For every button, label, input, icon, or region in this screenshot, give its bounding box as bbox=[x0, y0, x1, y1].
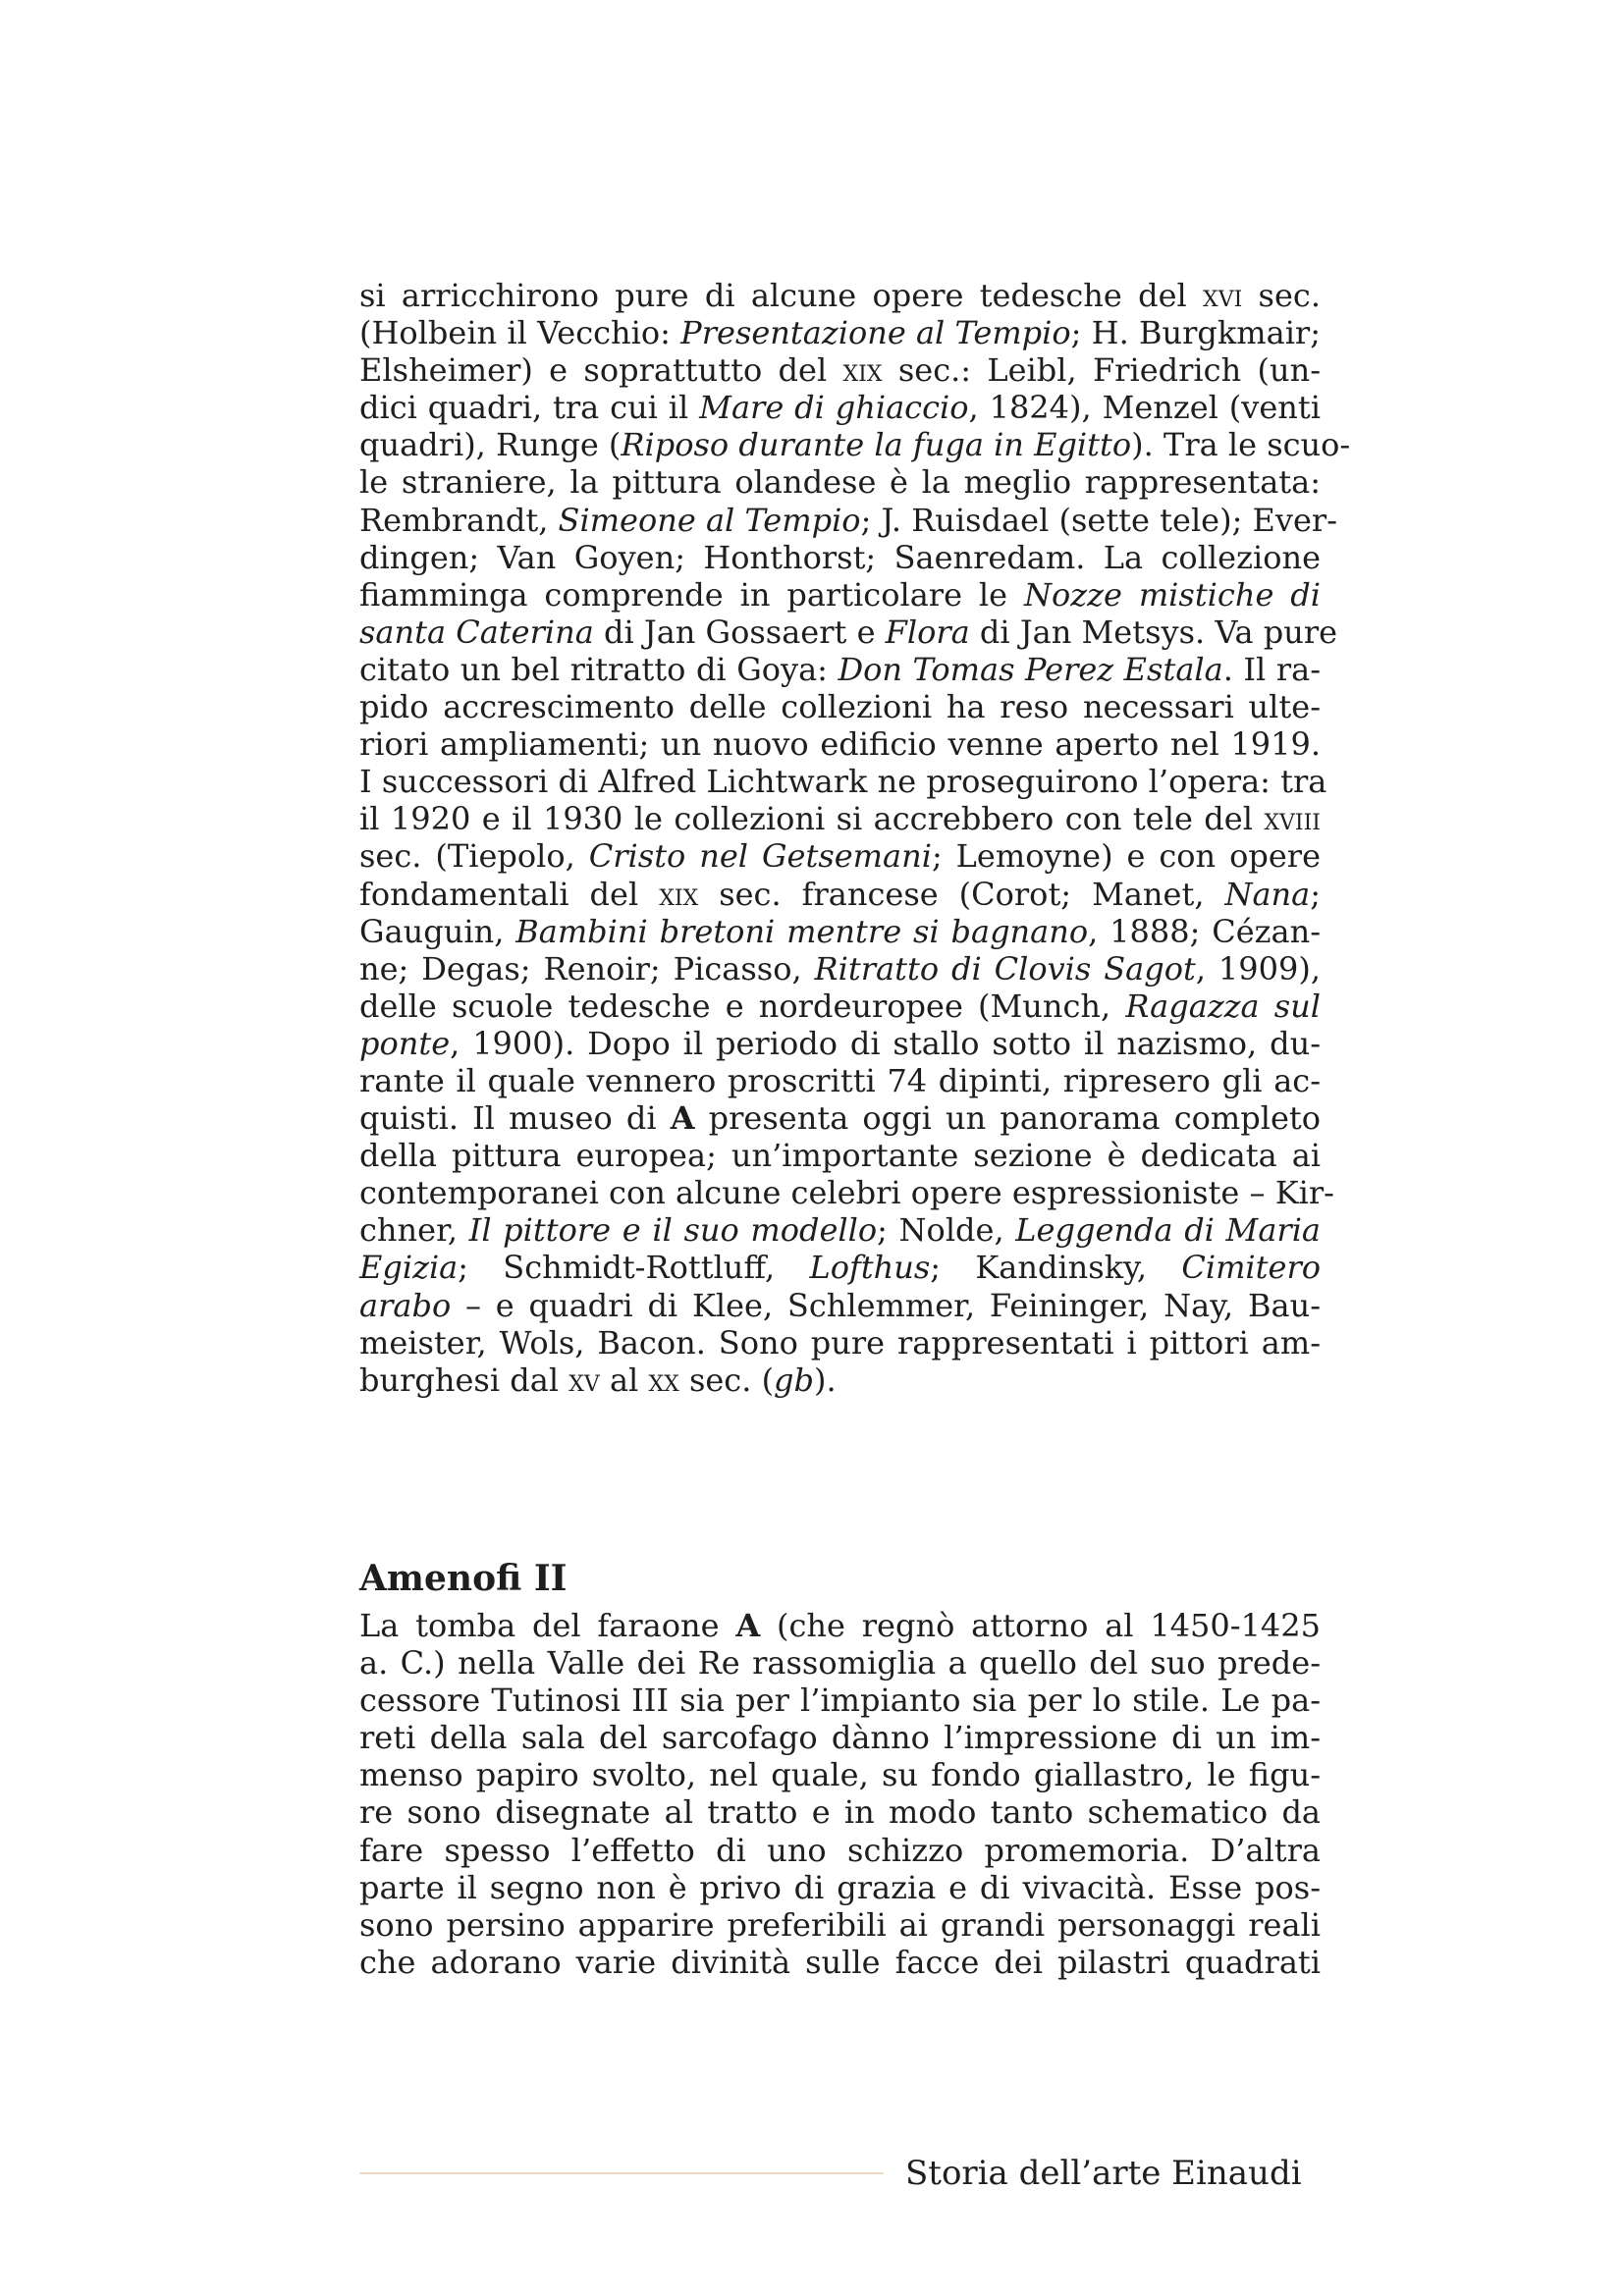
text-run: al bbox=[599, 1361, 649, 1399]
text-run: rante il quale vennero proscritti 74 dipinti, ripresero gli ac- bbox=[359, 1061, 1321, 1099]
text-run: , 1909), bbox=[1195, 949, 1322, 988]
entry-heading: Amenofi II bbox=[359, 1558, 568, 1599]
italic-run: Il pittore e il suo modello bbox=[468, 1211, 878, 1250]
text-line bbox=[359, 1099, 1321, 1137]
text-run: ne; Degas; Renoir; Picasso, bbox=[359, 949, 815, 988]
text-run: , 1900). Dopo il periodo di stallo sotto il nazismo, du- bbox=[450, 1024, 1321, 1062]
text-run: sec. francese (Corot; Manet, bbox=[698, 875, 1225, 913]
italic-run: Ritratto di Clovis Sagot bbox=[814, 949, 1196, 988]
text-line bbox=[359, 1682, 1321, 1719]
text-line bbox=[359, 1719, 1321, 1756]
text-run: sec. bbox=[1242, 277, 1322, 314]
text-line bbox=[359, 426, 1351, 464]
text-run: (Holbein il Vecchio: bbox=[359, 314, 681, 352]
italic-run: arabo bbox=[359, 1286, 452, 1324]
text-run: quadri), Runge ( bbox=[359, 426, 622, 464]
text-line bbox=[359, 1211, 1321, 1249]
italic-run: Flora bbox=[885, 613, 970, 651]
italic-run: Lofthus bbox=[809, 1249, 931, 1287]
text-run: dingen; Van Goyen; Honthorst; Saenredam. La collezione bbox=[359, 538, 1321, 576]
text-run: chner, bbox=[359, 1211, 469, 1250]
text-run: ; J. Ruisdael (sette tele); Ever- bbox=[860, 501, 1338, 539]
text-run: ; Nolde, bbox=[877, 1211, 1016, 1250]
text-line bbox=[359, 688, 1321, 725]
text-line bbox=[359, 613, 1338, 651]
italic-run: Nozze mistiche di bbox=[1024, 575, 1322, 614]
text-run: La tomba del faraone bbox=[359, 1607, 736, 1644]
text-line bbox=[359, 351, 1321, 389]
italic-run: Presentazione al Tempio bbox=[680, 314, 1071, 352]
article-continuation-text bbox=[359, 277, 1351, 1399]
text-line bbox=[359, 539, 1321, 576]
text-line bbox=[359, 988, 1321, 1025]
text-line bbox=[359, 1944, 1321, 1981]
text-run: reti della sala del sarcofago dànno l’impressione di un im- bbox=[359, 1719, 1321, 1757]
text-run: ; Kandinsky, bbox=[930, 1249, 1182, 1287]
text-line bbox=[359, 1607, 1321, 1644]
text-run: delle scuole tedesche e nordeuropee (Munch, bbox=[359, 987, 1126, 1025]
text-line bbox=[359, 576, 1321, 614]
smallcaps-run: xx bbox=[648, 1361, 679, 1399]
text-run: menso papiro svolto, nel quale, su fondo giallastro, le figu- bbox=[359, 1756, 1321, 1794]
text-run: si arricchirono pure di alcune opere tedesche del bbox=[359, 277, 1204, 314]
text-line bbox=[359, 837, 1321, 875]
italic-run: Nana bbox=[1224, 875, 1311, 913]
text-line bbox=[359, 1644, 1321, 1682]
text-line bbox=[359, 763, 1327, 801]
text-run: Gauguin, bbox=[359, 912, 516, 950]
text-run: . Il ra- bbox=[1222, 650, 1322, 688]
italic-run: ponte bbox=[359, 1024, 451, 1062]
italic-run: Mare di ghiaccio bbox=[699, 389, 969, 427]
italic-run: Don Tomas Perez Estala bbox=[838, 650, 1223, 688]
text-run: che adorano varie divinità sulle facce dei pilastri quadrati bbox=[359, 1943, 1321, 1981]
text-run: di Jan Gossaert e bbox=[593, 613, 886, 651]
italic-run: Ragazza sul bbox=[1125, 987, 1322, 1025]
text-line bbox=[359, 314, 1321, 351]
text-run: ). Tra le scuo- bbox=[1131, 426, 1351, 464]
text-run: (che regnò attorno al 1450-1425 bbox=[760, 1607, 1322, 1644]
text-line bbox=[359, 876, 1321, 913]
text-line bbox=[359, 1906, 1321, 1944]
text-run: sec. (Tiepolo, bbox=[359, 837, 589, 876]
text-run: , 1824), Menzel (venti bbox=[968, 389, 1322, 427]
text-line bbox=[359, 1793, 1321, 1831]
text-run: ; bbox=[1310, 875, 1322, 913]
text-run: sono persino apparire preferibili ai grandi personaggi reali bbox=[359, 1905, 1321, 1944]
text-line bbox=[359, 1174, 1334, 1212]
text-run: sec. ( bbox=[678, 1361, 775, 1399]
smallcaps-run: xviii bbox=[1264, 800, 1321, 838]
text-line bbox=[359, 1287, 1321, 1324]
italic-run: Cimitero bbox=[1181, 1249, 1321, 1287]
text-line bbox=[359, 389, 1321, 426]
text-run: a. C.) nella Valle dei Re rassomiglia a quello del suo prede- bbox=[359, 1644, 1321, 1682]
text-line bbox=[359, 1832, 1321, 1869]
text-run: contemporanei con alcune celebri opere espressioniste – Kir- bbox=[359, 1174, 1334, 1212]
text-run: della pittura europea; un’importante sezione è dedicata ai bbox=[359, 1137, 1321, 1175]
italic-run: Riposo durante la fuga in Egitto bbox=[621, 426, 1132, 464]
footer-rule bbox=[359, 2172, 884, 2174]
text-run: riori ampliamenti; un nuovo edificio venne aperto nel 1919. bbox=[359, 725, 1321, 764]
smallcaps-run: xv bbox=[568, 1361, 600, 1399]
text-line bbox=[359, 1756, 1321, 1793]
text-run: citato un bel ritratto di Goya: bbox=[359, 650, 839, 688]
text-line bbox=[359, 913, 1321, 950]
text-line bbox=[359, 1869, 1321, 1906]
smallcaps-run: xix bbox=[659, 875, 699, 913]
text-line bbox=[359, 651, 1321, 688]
italic-run: Leggenda di Maria bbox=[1015, 1211, 1322, 1250]
smallcaps-run: xvi bbox=[1203, 277, 1243, 314]
text-run: re sono disegnate al tratto e in modo tanto schematico da bbox=[359, 1793, 1321, 1832]
text-line bbox=[359, 1249, 1321, 1286]
bold-run: A bbox=[670, 1099, 695, 1138]
text-run: fondamentali del bbox=[359, 875, 660, 913]
text-line bbox=[359, 800, 1321, 837]
text-run: di Jan Metsys. Va pure bbox=[969, 613, 1338, 651]
text-run: parte il segno non è privo di grazia e di vivacità. Esse pos- bbox=[359, 1868, 1321, 1906]
text-run: pido accrescimento delle collezioni ha reso necessari ulte- bbox=[359, 688, 1321, 726]
text-run: Rembrandt, bbox=[359, 501, 559, 539]
text-run: fiamminga comprende in particolare le bbox=[359, 575, 1024, 614]
italic-run: gb bbox=[774, 1361, 815, 1399]
italic-run: Cristo nel Getsemani bbox=[588, 837, 932, 876]
text-run: il 1920 e il 1930 le collezioni si accrebbero con tele del bbox=[359, 800, 1265, 838]
italic-run: Simeone al Tempio bbox=[558, 501, 861, 539]
italic-run: Bambini bretoni mentre si bagnano bbox=[515, 912, 1089, 950]
text-run: burghesi dal bbox=[359, 1361, 569, 1399]
text-line bbox=[359, 277, 1321, 314]
text-run: le straniere, la pittura olandese è la meglio rappresentata: bbox=[359, 463, 1321, 502]
text-run: I successori di Alfred Lichtwark ne proseguirono l’opera: tra bbox=[359, 763, 1327, 801]
footer-publisher-title: Storia dell’arte Einaudi bbox=[905, 2154, 1302, 2193]
text-line bbox=[359, 1324, 1321, 1362]
smallcaps-run: xix bbox=[842, 351, 883, 390]
text-line bbox=[359, 1137, 1321, 1174]
entry-body-text bbox=[359, 1607, 1321, 1981]
text-line bbox=[359, 1062, 1321, 1099]
text-run: ). bbox=[814, 1361, 837, 1399]
text-line bbox=[359, 1362, 1321, 1399]
italic-run: santa Caterina bbox=[359, 613, 594, 651]
text-run: sec.: Leibl, Friedrich (un- bbox=[882, 351, 1322, 390]
text-line bbox=[359, 950, 1321, 988]
text-line bbox=[359, 463, 1321, 501]
text-run: meister, Wols, Bacon. Sono pure rappresentati i pittori am- bbox=[359, 1323, 1321, 1362]
text-run: fare spesso l’effetto di uno schizzo promemoria. D’altra bbox=[359, 1831, 1321, 1869]
text-line bbox=[359, 725, 1321, 763]
text-run: ; Lemoyne) e con opere bbox=[931, 837, 1322, 876]
italic-run: Egizia bbox=[359, 1249, 459, 1287]
text-run: Elsheimer) e soprattutto del bbox=[359, 351, 843, 390]
bold-run: A bbox=[735, 1607, 761, 1644]
text-run: , 1888; Cézan- bbox=[1088, 912, 1322, 950]
text-run: quisti. Il museo di bbox=[359, 1099, 671, 1138]
text-run: ; H. Burgkmair; bbox=[1070, 314, 1322, 352]
text-run: – e quadri di Klee, Schlemmer, Feininger, Nay, Bau- bbox=[451, 1286, 1321, 1324]
text-line bbox=[359, 501, 1338, 539]
text-run: dici quadri, tra cui il bbox=[359, 389, 700, 427]
text-line bbox=[359, 1025, 1321, 1062]
text-run: ; Schmidt-Rottluff, bbox=[458, 1249, 810, 1287]
text-run: presenta oggi un panorama completo bbox=[694, 1099, 1321, 1138]
text-run: cessore Tutinosi III sia per l’impianto sia per lo stile. Le pa- bbox=[359, 1682, 1321, 1720]
